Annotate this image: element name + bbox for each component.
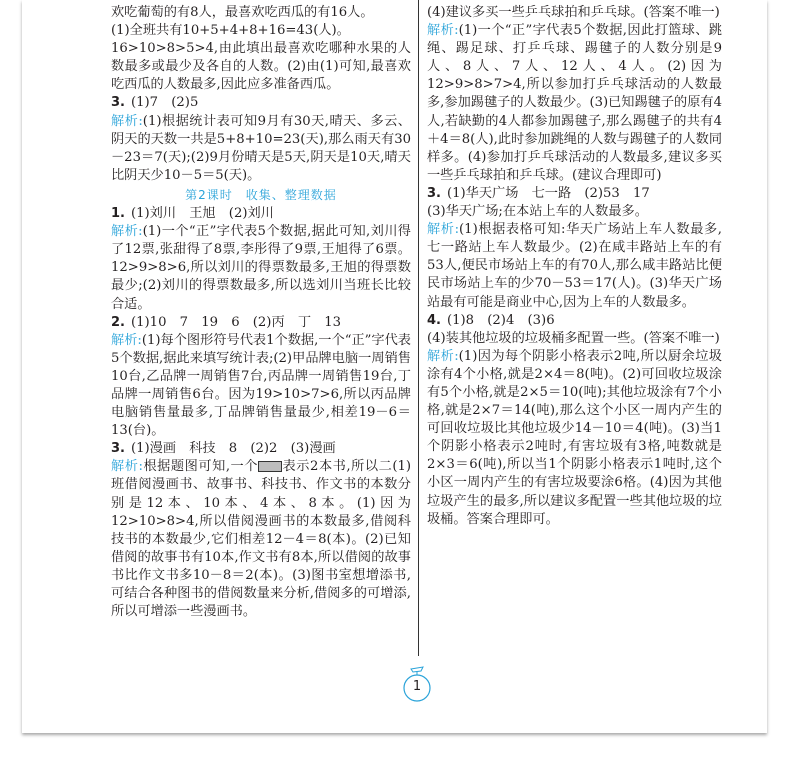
analysis-text: (1)根据表格可知:华天广场站上车人数最多,七一路站上车人数最少。(2)在咸丰路站上车的有53人,便民市场站上车的有70人,那么咸丰路站比便民市场站上车的少70－53＝17(人)。(3)华天广场站最有可能是商业中心,因为上车的人数最多。 — [427, 222, 722, 310]
right-column — [427, 4, 722, 529]
item-number: 3. — [111, 441, 125, 457]
analysis-label: 解析: — [111, 224, 143, 240]
lesson-heading: 第2课时 收集、整理数据 — [185, 187, 337, 202]
answer-text: (1)7 (2)5 — [131, 95, 199, 111]
item-number: 3. — [427, 185, 441, 201]
analysis-text: (1)根据统计表可知9月有30天,晴天、多云、阴天的天数一共是5+8+10=23(天),那么雨天有30－23＝7(天);(2)9月份晴天是5天,阴天是10天,晴天比阴天少10－5＝5(天)。 — [111, 113, 411, 183]
text-line: 欢吃葡萄的有8人，最喜欢吃西瓜的有16人。 — [111, 5, 374, 20]
answer-item-3b — [111, 440, 411, 458]
answer-text: (1)8 (2)4 (3)6 — [447, 312, 555, 328]
text-line: (3)华天广场;在本站上车的人数最多。 — [427, 204, 648, 220]
left-column — [111, 4, 411, 621]
page-number-badge — [402, 663, 432, 703]
analysis-label: 解析: — [427, 222, 460, 238]
shaded-cell-icon — [258, 461, 282, 472]
item-number: 2. — [111, 314, 125, 330]
analysis-text: (1)一个“正”字代表5个数据,因此打篮球、跳绳、踢足球、打乒乓球、踢毽子的人数分别是9人、8人、7人、12人、4人。(2)因为12>9>8>7>4,所以参加打乒乓球活动的人数最多,参加踢毽子的人数最少。(3)已知踢毽子的原有4人,若缺勤的4人都参加踢毽子,那么踢毽子的共有4＋4＝8(人),此时参加跳绳的人数与踢毽子的人数同样多。(4)参加打乒乓球活动的人数最多,建议多买一些乒乓球拍和乒乓球。(建议合理即可) — [427, 23, 723, 183]
column-divider — [418, 0, 419, 656]
analysis-block — [427, 22, 722, 185]
analysis-text: (1)每个图形符号代表1个数据,一个“正”字代表5个数据,据此来填写统计表;(2)甲品牌电脑一周销售10台,乙品牌一周销售7台,丙品牌一周销售19台,丁品牌一周销售6台。因为19>10>7>6,所以丙品牌电脑销售量最多,丁品牌销售量最少,相差19－6＝13(台)。 — [111, 332, 411, 439]
analysis-text-pre: 根据题图可知,一个 — [142, 459, 259, 475]
analysis-label: 解析: — [111, 113, 143, 129]
analysis-label: 解析: — [427, 348, 459, 364]
analysis-block — [111, 223, 411, 313]
analysis-text-post: 表示2本书,所以二(1)班借阅漫画书、故事书、科技书、作文书的本数分别是12本、10本、4本、8本。(1)因为12>10>8>4,所以借阅漫画书的本数最多,借阅科技书的本数最少,它们相差12－4＝8(本)。(2)已知借阅的故事书有10本,作文书有8本,所以借阅的故事书比作文书多10－8＝2(本)。(3)图书室想增添书,可结合各种图书的借阅数量来分析,借阅多的可增添,所以可增添一些漫画书。 — [111, 459, 411, 620]
item-number: 4. — [427, 312, 441, 328]
answer-item-4 — [427, 312, 722, 330]
analysis-block — [111, 113, 411, 185]
answer-item-2 — [111, 314, 411, 332]
analysis-label: 解析: — [111, 332, 142, 348]
text-line: (4)装其他垃圾的垃圾桶多配置一些。(答案不唯一) — [427, 330, 720, 346]
page-number: 1 — [412, 679, 422, 694]
answer-text: (1)华天广场 七一路 (2)53 17 — [447, 185, 650, 201]
answer-text: (1)10 7 19 6 (2)丙 丁 13 — [131, 314, 341, 330]
answer-sheet — [22, 0, 767, 733]
answer-item-3 — [111, 94, 411, 112]
answer-item-1 — [111, 205, 411, 223]
text-line: 16>10>8>5>4,由此填出最喜欢吃哪种水果的人数最多或最少及各自的人数。(2)由(1)可知,最喜欢吃西瓜的人数最多,因此应多准备西瓜。 — [111, 41, 411, 93]
analysis-label: 解析: — [427, 23, 459, 39]
analysis-label: 解析: — [111, 459, 143, 475]
analysis-text: (1)因为每个阴影小格表示2吨,所以厨余垃圾涂有4个小格,就是2×4＝8(吨)。(2)可回收垃圾涂有5个小格,就是2×5＝10(吨);其他垃圾涂有7个小格,就是2×7＝14(吨),那么这个小区一周内产生的可回收垃圾比其他垃圾少14－10＝4(吨)。(3)当1个阴影小格表示2吨时,有害垃圾有3格,吨数就是2×3＝6(吨),所以当1个阴影小格表示1吨时,这个小区一周内产生的有害垃圾要涂6格。(4)因为其他垃圾产生的最多,所以建议多配置一些其他垃圾的垃圾桶。答案合理即可。 — [427, 348, 722, 527]
answer-text: (1)刘川 王旭 (2)刘川 — [131, 206, 274, 222]
answer-text: (1)漫画 科技 8 (2)2 (3)漫画 — [131, 441, 336, 457]
analysis-block — [427, 221, 722, 311]
analysis-block — [427, 348, 722, 529]
item-number: 1. — [111, 206, 125, 222]
text-line: (4)建议多买一些乒乓球拍和乒乓球。(答案不唯一) — [427, 5, 720, 20]
answer-item-3 — [427, 185, 722, 203]
analysis-text: (1)一个“正”字代表5个数据,据此可知,刘川得了12票,张甜得了8票,李彤得了9票,王旭得了6票。12>9>8>6,所以刘川的得票数最多,王旭的得票数最少;(2)刘川的得票数最多,所以选刘川当班长比较合适。 — [111, 224, 411, 312]
analysis-block — [111, 332, 411, 441]
analysis-block — [111, 458, 411, 621]
text-line: (1)全班共有10+5+4+8+16=43(人)。 — [111, 23, 350, 39]
item-number: 3. — [111, 95, 125, 111]
